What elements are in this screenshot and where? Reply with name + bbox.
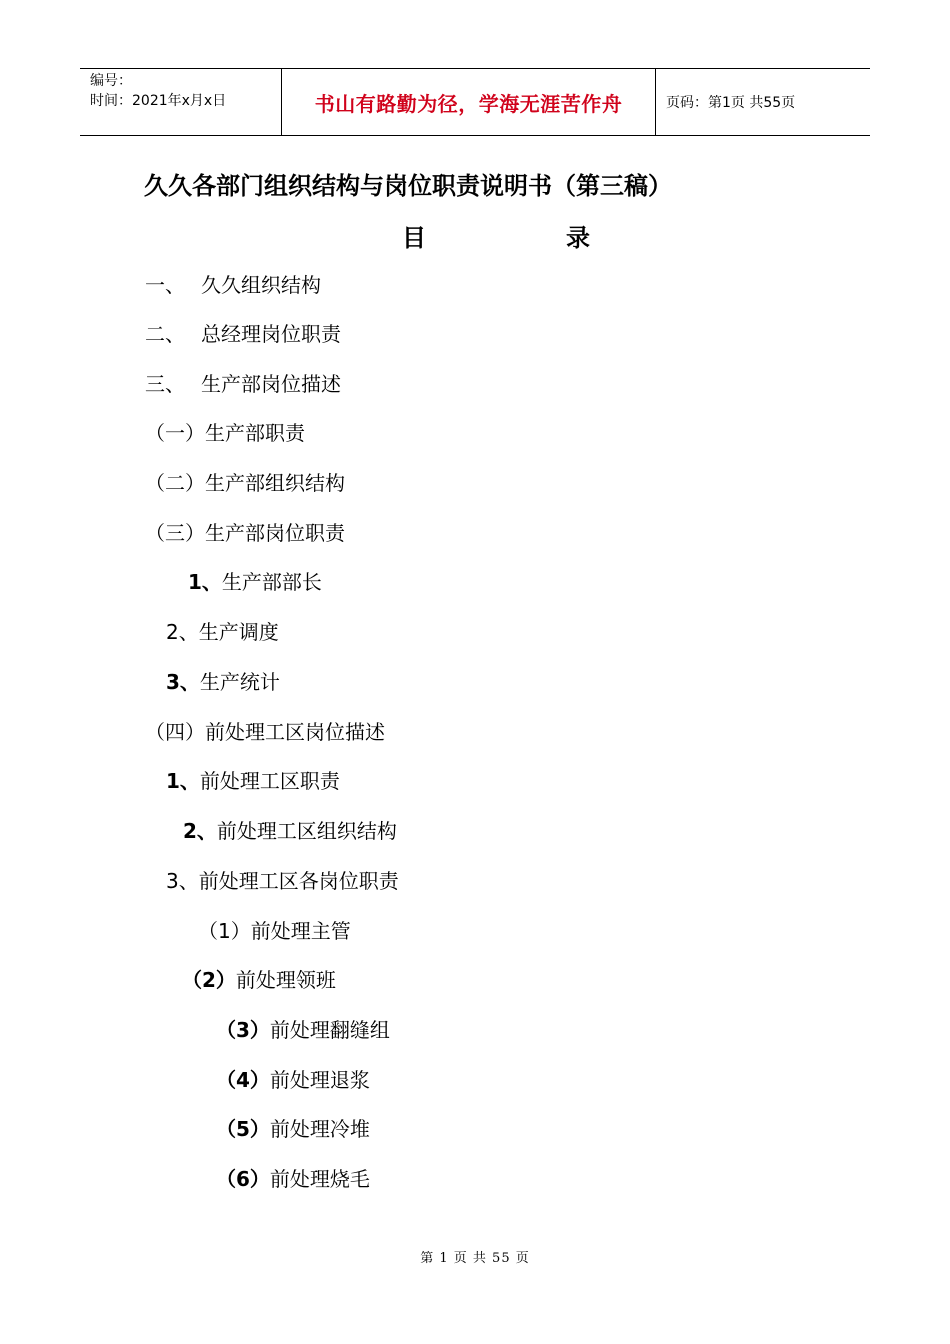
toc-item-text: 总经理岗位职责 [201, 322, 341, 346]
toc-item-text: 前处理冷堆 [269, 1117, 370, 1141]
toc-item-number: （5） [216, 1117, 270, 1141]
toc-item-text: 前处理工区岗位描述 [205, 720, 385, 744]
toc-heading [0, 218, 950, 252]
toc-item[interactable] [216, 1166, 370, 1192]
toc-item-text: 生产统计 [199, 670, 280, 694]
toc-item-text: 前处理工区各岗位职责 [198, 869, 399, 893]
toc-item[interactable] [166, 619, 279, 645]
toc-item-text: 前处理翻缝组 [269, 1018, 390, 1042]
toc-item-text: 生产部组织结构 [205, 471, 345, 495]
toc-item-text: 前处理领班 [235, 968, 336, 992]
toc-item[interactable] [145, 272, 321, 298]
toc-item-text: 前处理退浆 [269, 1068, 370, 1092]
toc-item-number: 1、 [166, 769, 200, 793]
toc-item[interactable] [166, 669, 280, 695]
toc-item[interactable] [166, 868, 399, 894]
toc-item[interactable] [145, 321, 341, 347]
toc-item[interactable] [216, 1116, 370, 1142]
toc-item[interactable] [145, 719, 385, 745]
toc-item-number: 3、 [166, 670, 200, 694]
toc-item-text: 前处理主管 [250, 919, 351, 943]
header-page-cell [656, 69, 870, 135]
toc-item[interactable] [145, 520, 345, 546]
toc-item-number: 一、 [145, 273, 185, 297]
page-header [80, 68, 870, 136]
toc-item[interactable] [145, 371, 341, 397]
toc-item-number: 2、 [166, 620, 199, 644]
page-info: 页码：第1页 共55页 [666, 95, 796, 111]
toc-item-number: 二、 [145, 322, 185, 346]
motto-text: 书山有路勤为径，学海无涯苦作舟 [314, 91, 623, 116]
toc-item-number: （1） [198, 919, 251, 943]
toc-heading-right: 录 [566, 224, 590, 252]
toc-item-number: （四） [145, 720, 205, 744]
toc-item-number: 1、 [188, 570, 222, 594]
toc-item[interactable] [145, 470, 345, 496]
toc-item-text: 生产调度 [198, 620, 279, 644]
header-motto-cell [282, 69, 656, 135]
toc-item-number: （2） [182, 968, 236, 992]
toc-item-text: 生产部岗位描述 [201, 372, 341, 396]
document-title: 久久各部门组织结构与岗位职责说明书（第三稿） [144, 172, 672, 200]
toc-item-number: 3、 [166, 869, 199, 893]
toc-item-number: （4） [216, 1068, 270, 1092]
toc-item-text: 生产部岗位职责 [205, 521, 345, 545]
toc-item-number: 三、 [145, 372, 185, 396]
toc-item[interactable] [182, 967, 336, 993]
toc-item-text: 前处理工区组织结构 [216, 819, 397, 843]
toc-item-number: （一） [145, 421, 205, 445]
toc-item[interactable] [216, 1067, 370, 1093]
toc-item-number: （3） [216, 1018, 270, 1042]
header-meta-cell [80, 69, 282, 135]
toc-item[interactable] [145, 420, 305, 446]
toc-item-text: 前处理工区职责 [199, 769, 340, 793]
toc-item-number: 2、 [183, 819, 217, 843]
toc-item[interactable] [188, 569, 322, 595]
toc-item-text: 前处理烧毛 [269, 1167, 370, 1191]
toc-item-number: （二） [145, 471, 205, 495]
number-label: 编号： [90, 73, 132, 89]
toc-item[interactable] [198, 918, 351, 944]
toc-item-text: 久久组织结构 [201, 273, 321, 297]
toc-item-number: （6） [216, 1167, 270, 1191]
time-label: 时间：2021年x月x日 [90, 93, 227, 109]
toc-item[interactable] [183, 818, 397, 844]
toc-item[interactable] [216, 1017, 390, 1043]
toc-heading-left: 目 [402, 224, 426, 252]
page-footer: 第 1 页 共 55 页 [420, 1251, 530, 1266]
toc-item-number: （三） [145, 521, 205, 545]
toc-item-text: 生产部职责 [205, 421, 305, 445]
toc-item-text: 生产部部长 [221, 570, 322, 594]
toc-item[interactable] [166, 768, 340, 794]
